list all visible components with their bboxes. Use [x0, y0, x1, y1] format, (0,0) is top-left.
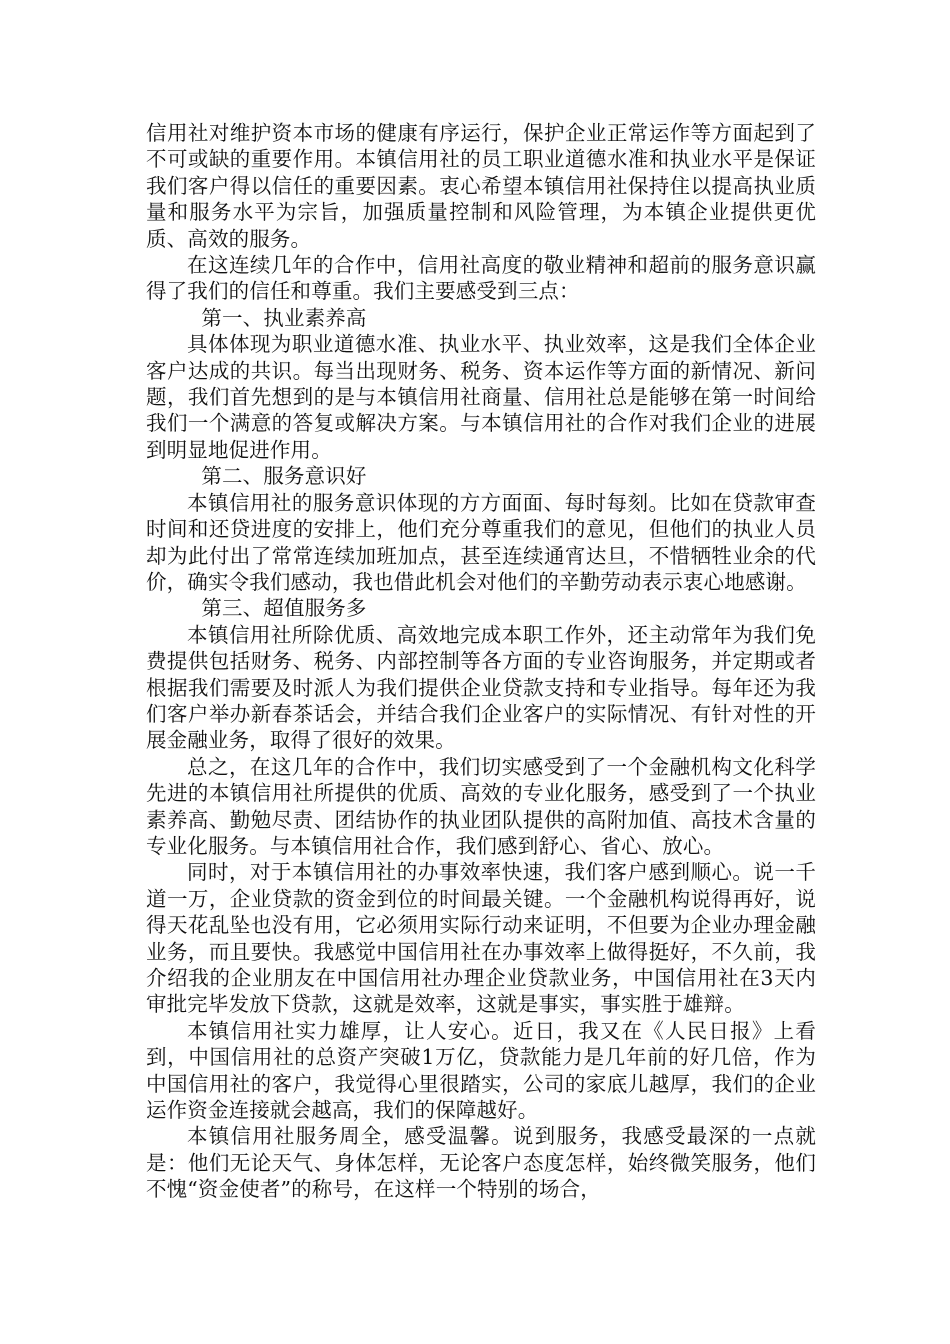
- section-heading: 第二、服务意识好: [201, 464, 367, 489]
- section-heading: 第三、超值服务多: [201, 596, 367, 621]
- document-body: [146, 120, 816, 1203]
- paragraph: 总之，在这几年的合作中，我们切实感受到了一个金融机构文化科学先进的本镇信用社所提供的优质、高效的专业化服务，感受到了一个执业素养高、勤勉尽责、团结协作的执业团队提供的高附加值、高技术含量的专业化服务。与本镇信用社合作，我们感到舒心、省心、放心。: [146, 754, 816, 858]
- paragraph: 本镇信用社所除优质、高效地完成本职工作外，还主动常年为我们免费提供包括财务、税务、内部控制等各方面的专业咨询服务，并定期或者根据我们需要及时派人为我们提供企业贷款支持和专业指导。每年还为我们客户举办新春茶话会，并结合我们企业客户的实际情况、有针对性的开展金融业务，取得了很好的效果。: [146, 622, 816, 753]
- paragraph: 在这连续几年的合作中，信用社高度的敬业精神和超前的服务意识赢得了我们的信任和尊重。我们主要感受到三点：: [146, 253, 816, 304]
- paragraph: 信用社对维护资本市场的健康有序运行，保护企业正常运作等方面起到了不可或缺的重要作用。本镇信用社的员工职业道德水准和执业水平是保证我们客户得以信任的重要因素。衷心希望本镇信用社保持住以提高执业质量和服务水平为宗旨，加强质量控制和风险管理，为本镇企业提供更优质、高效的服务。: [146, 121, 816, 251]
- section-heading: 第一、执业素养高: [201, 305, 367, 330]
- paragraph: 本镇信用社的服务意识体现的方方面面、每时每刻。比如在贷款审查时间和还贷进度的安排上，他们充分尊重我们的意见，但他们的执业人员却为此付出了常常连续加班加点，甚至连续通宵达旦，不惜牺牲业余的代价，确实令我们感动，我也借此机会对他们的辛勤劳动表示衷心地感谢。: [146, 490, 816, 594]
- paragraph: 具体体现为职业道德水准、执业水平、执业效率，这是我们全体企业客户达成的共识。每当出现财务、税务、资本运作等方面的新情况、新问题，我们首先想到的是与本镇信用社商量、信用社总是能够在第一时间给我们一个满意的答复或解决方案。与本镇信用社的合作对我们企业的进展到明显地促进作用。: [146, 332, 816, 462]
- paragraph: 同时，对于本镇信用社的办事效率快速，我们客户感到顺心。说一千道一万，企业贷款的资金到位的时间最关键。一个金融机构说得再好，说得天花乱坠也没有用，它必须用实际行动来证明，不但要为企业办理金融业务，而且要快。我感觉中国信用社在办事效率上做得挺好，不久前，我介绍我的企业朋友在中国信用社办理企业贷款业务，中国信用社在3天内审批完毕发放下贷款，这就是效率，这就是事实，事实胜于雄辩。: [146, 860, 816, 1017]
- paragraph: 本镇信用社实力雄厚，让人安心。近日，我又在《人民日报》上看到，中国信用社的总资产突破1万亿，贷款能力是几年前的好几倍，作为中国信用社的客户，我觉得心里很踏实，公司的家底儿越厚，我们的企业运作资金连接就会越高，我们的保障越好。: [146, 1018, 816, 1123]
- paragraph: 本镇信用社服务周全，感受温馨。说到服务，我感受最深的一点就是：他们无论天气、身体怎样，无论客户态度怎样，始终微笑服务，他们不愧“资金使者”的称号，在这样一个特别的场合，: [146, 1124, 816, 1202]
